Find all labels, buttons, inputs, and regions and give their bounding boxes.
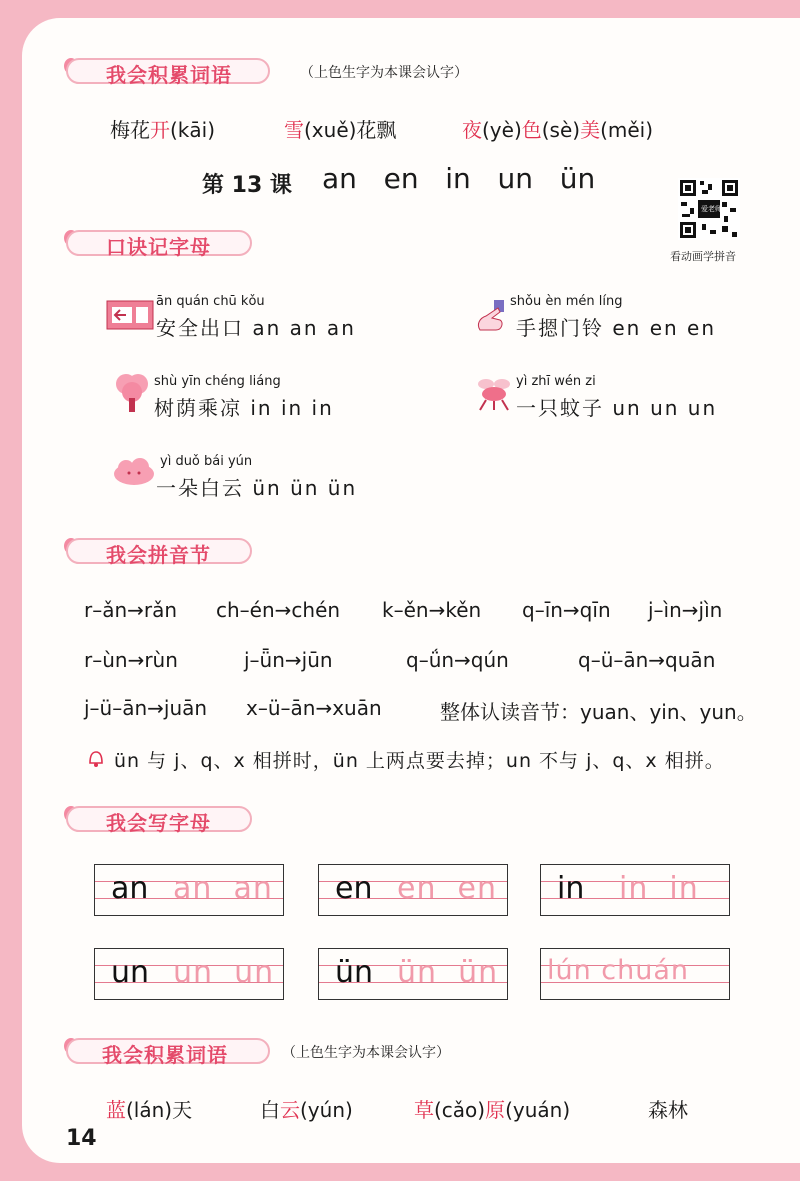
page-number: 14: [66, 1126, 97, 1151]
mosquito-icon: [472, 374, 516, 412]
rhyme-pinyin: yì zhī wén zi: [516, 374, 596, 389]
rhyme-text: 一朵白云 ün ün ün: [156, 476, 358, 500]
spell-item: x–ü–ān→xuān: [246, 696, 382, 720]
section-header-vocab-top: [42, 56, 782, 86]
qr-badge: 爱老师: [701, 205, 722, 213]
writing-sample: un: [111, 955, 150, 990]
vocab-word: 森林: [648, 1098, 688, 1122]
vocab-word: 梅花开(kāi): [110, 118, 215, 142]
vocab-word: 夜(yè)色(sè)美(měi): [462, 118, 654, 142]
spell-item: q–īn→qīn: [522, 598, 611, 622]
writing-box[interactable]: [540, 948, 730, 1000]
writing-box[interactable]: [540, 864, 730, 916]
doorbell-hand-icon: [474, 300, 510, 334]
writing-trace: en en: [397, 871, 498, 906]
section-note: （上色生字为本课会认字）: [282, 1045, 450, 1061]
rhyme-text: 一只蚊子 un un un: [516, 396, 718, 420]
spell-item: j–ìn→jìn: [648, 598, 723, 622]
writing-box[interactable]: [94, 948, 284, 1000]
writing-sample: ün: [335, 955, 374, 990]
exit-sign-icon: [106, 300, 154, 330]
tip-text: ün 与 j、q、x 相拼时，ün 上两点要去掉；un 不与 j、q、x 相拼。: [114, 750, 725, 772]
qr-caption: 看动画学拼音: [670, 250, 736, 263]
section-label: 我会拼音节: [106, 543, 211, 567]
spell-item: r–ùn→rùn: [84, 648, 178, 672]
rhyme-pinyin: shǒu èn mén líng: [510, 294, 623, 309]
rhyme-text: 树荫乘凉 in in in: [154, 396, 334, 420]
rhyme-pinyin: yì duǒ bái yún: [160, 454, 253, 469]
vocab-word: 蓝(lán)天: [106, 1098, 193, 1122]
rhyme-pinyin: ān quán chū kǒu: [156, 294, 265, 309]
writing-trace: an an: [173, 871, 273, 906]
qr-code-icon[interactable]: [678, 178, 740, 240]
section-label: 我会积累词语: [102, 1043, 228, 1067]
writing-trace: lún chuán: [547, 955, 690, 986]
writing-trace: in in: [619, 871, 699, 906]
spell-item: k–ěn→kěn: [382, 598, 482, 622]
writing-trace: ün ün: [397, 955, 499, 990]
rhyme-pinyin: shù yīn chéng liáng: [154, 374, 281, 389]
spell-item: q–ǘn→qún: [406, 648, 509, 672]
spell-item: q–ü–ān→quān: [578, 648, 716, 672]
writing-box[interactable]: [318, 864, 508, 916]
vocab-word: 白云(yún): [260, 1098, 353, 1122]
section-header-oral: [42, 228, 342, 258]
section-label: 我会积累词语: [106, 63, 232, 87]
tree-icon: [114, 372, 150, 414]
vocab-word: 雪(xuě)花飘: [284, 118, 397, 142]
rhyme-text: 手摁门铃 en en en: [516, 316, 717, 340]
section-header-spell: [42, 536, 342, 566]
writing-sample: an: [111, 871, 149, 906]
bell-icon: [86, 748, 106, 768]
lesson-letters: an en in un ün: [322, 162, 596, 195]
spell-item: ch–én→chén: [216, 598, 341, 622]
rhyme-text: 安全出口 an an an: [156, 316, 356, 340]
writing-sample: in: [557, 871, 585, 906]
writing-box[interactable]: [318, 948, 508, 1000]
page-sheet: [22, 18, 800, 1163]
section-header-vocab-bottom: [42, 1036, 782, 1066]
spell-item: 整体认读音节：yuan、yin、yun。: [440, 700, 757, 724]
section-header-write: [42, 804, 342, 834]
spell-item: j–ǖn→jūn: [244, 648, 333, 672]
section-label: 口诀记字母: [106, 235, 211, 259]
writing-sample: en: [335, 871, 373, 906]
spell-item: j–ü–ān→juān: [84, 696, 208, 720]
writing-box[interactable]: [94, 864, 284, 916]
lesson-title: 第 13 课: [202, 173, 292, 198]
cloud-icon: [112, 458, 156, 486]
writing-trace: un un: [173, 955, 275, 990]
section-label: 我会写字母: [106, 811, 211, 835]
vocab-word: 草(cǎo)原(yuán): [414, 1098, 571, 1122]
spell-item: r–ǎn→rǎn: [84, 598, 178, 622]
section-note: （上色生字为本课会认字）: [300, 65, 468, 81]
